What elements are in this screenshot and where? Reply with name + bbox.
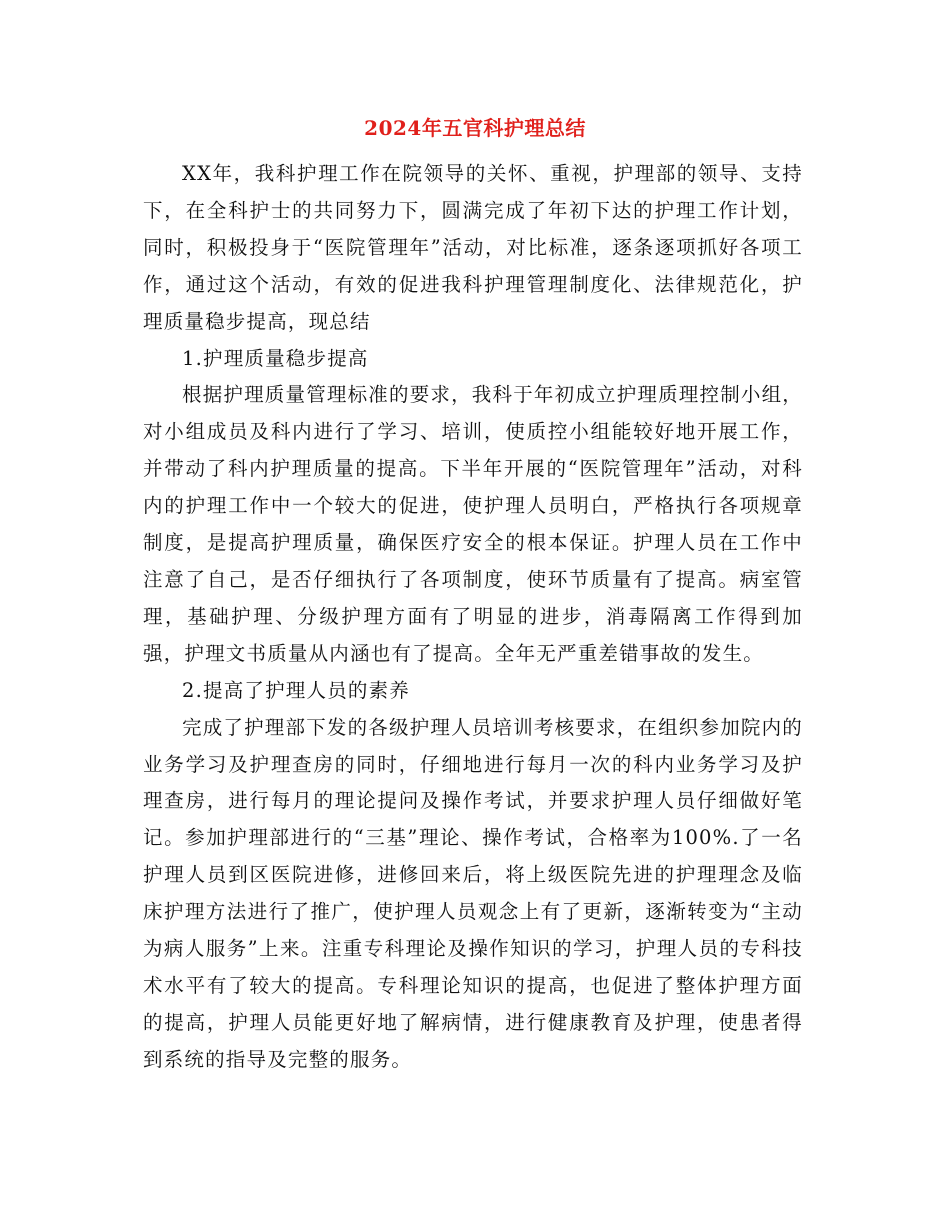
section-paragraph-2: 完成了护理部下发的各级护理人员培训考核要求，在组织参加院内的业务学习及护理查房的同时，仔细地进行每月一次的科内业务学习及护理查房，进行每月的理论提问及操作考试，并要求护理人员仔细做好笔记。参加护理部进行的“三基”理论、操作考试，合格率为100%.了一名护理人员到区医院进修，进修回来后，将上级医院先进的护理理念及临床护理方法进行了推广，使护理人员观念上有了更新，逐渐转变为“主动为病人服务”上来。注重专科理论及操作知识的学习，护理人员的专科技术水平有了较大的提高。专科理论知识的提高，也促进了整体护理方面的提高，护理人员能更好地了解病情，进行健康教育及护理，使患者得到系统的指导及完整的服务。: [143, 715, 804, 1071]
section-heading-2: 2.提高了护理人员的素养: [182, 678, 411, 702]
document-body: [143, 156, 803, 1079]
section-paragraph-1: 根据护理质量管理标准的要求，我科于年初成立护理质理控制小组，对小组成员及科内进行了学习、培训，使质控小组能较好地开展工作，并带动了科内护理质量的提高。下半年开展的“医院管理年”活动，对科内的护理工作中一个较大的促进，使护理人员明白，严格执行各项规章制度，是提高护理质量，确保医疗安全的根本保证。护理人员在工作中注意了自己，是否仔细执行了各项制度，使环节质量有了提高。病室管理，基础护理、分级护理方面有了明显的进步，消毒隔离工作得到加强，护理文书质量从内涵也有了提高。全年无严重差错事故的发生。: [143, 383, 804, 665]
document-title: 2024年五官科护理总结: [364, 116, 586, 140]
intro-paragraph: XX年，我科护理工作在院领导的关怀、重视，护理部的领导、支持下，在全科护士的共同努力下，圆满完成了年初下达的护理工作计划，同时，积极投身于“医院管理年”活动，对比标准，逐条逐项抓好各项工作，通过这个活动，有效的促进我科护理管理制度化、法律规范化，护理质量稳步提高，现总结: [143, 162, 803, 333]
section-heading-1: 1.护理质量稳步提高: [182, 346, 369, 370]
